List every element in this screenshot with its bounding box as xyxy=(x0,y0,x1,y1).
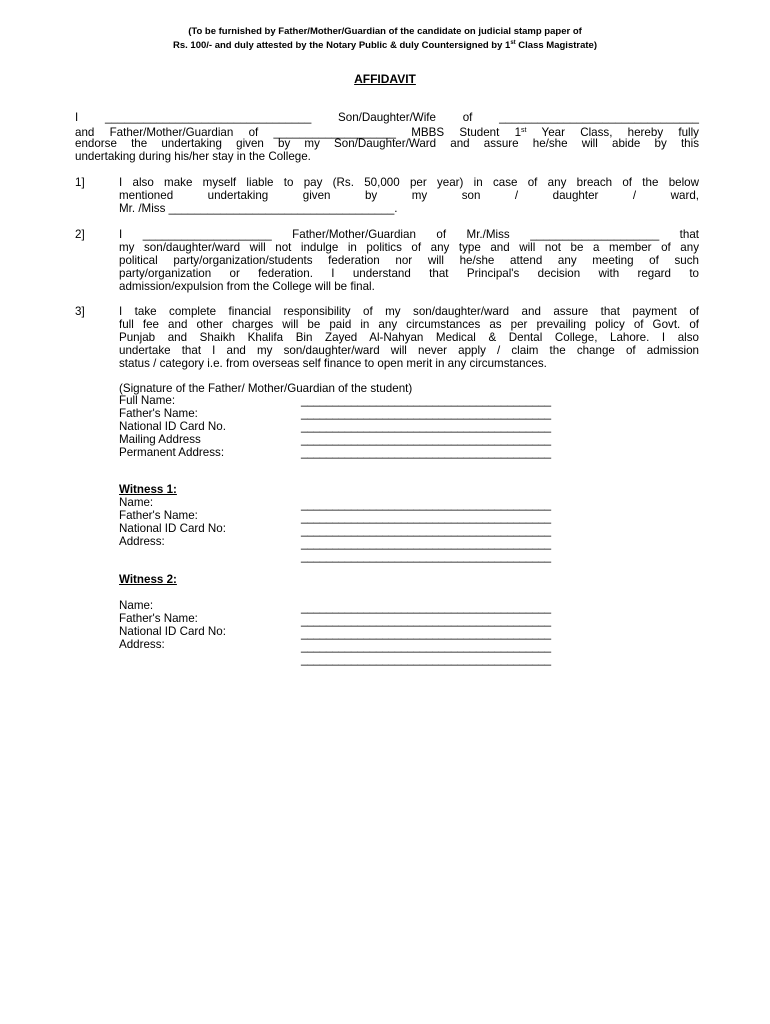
witness-1-name-label: Name: xyxy=(119,496,154,509)
clause-line: admission/expulsion from the College will be final. xyxy=(119,280,375,293)
intro-line-3: endorse the undertaking given by my Son/Daughter/Ward and assure he/she will abide by this xyxy=(75,137,699,150)
witness-1-address-line[interactable]: ________________________________________ xyxy=(301,537,551,550)
fathers-name-label: Father's Name: xyxy=(119,407,198,420)
clause-line: undertake that I and my son/daughter/ward will never apply / claim the change of admission xyxy=(119,344,699,357)
header-line-1: (To be furnished by Father/Mother/Guardian of the candidate on judicial stamp paper of xyxy=(188,26,582,37)
witness-2-national-id-line[interactable]: ________________________________________ xyxy=(301,627,551,640)
clause-line: mentioned undertaking given by my son / daughter / ward, xyxy=(119,189,699,202)
full-name-line[interactable]: ________________________________________ xyxy=(301,394,551,407)
clause-line: I also make myself liable to pay (Rs. 50,000 per year) in case of any breach of the below xyxy=(119,176,699,189)
witness-2-heading: Witness 2: xyxy=(119,573,177,586)
intro-line-1: I ________________________________ Son/Daughter/Wife of _______________________________ xyxy=(75,111,699,124)
intro-line-4: undertaking during his/her stay in the College. xyxy=(75,150,311,163)
national-id-label: National ID Card No. xyxy=(119,420,226,433)
clause-line: Punjab and Shaikh Khalifa Bin Zayed Al-Nahyan Medical & Dental College, Lahore. I also xyxy=(119,331,699,344)
intro-line-2: and Father/Mother/Guardian of ___________________ MBBS Student 1st Year Class, hereby fully xyxy=(75,126,699,139)
clause-line: I ____________________ Father/Mother/Guardian of Mr./Miss ____________________ that xyxy=(119,228,699,241)
witness-2-address-line-2[interactable]: ________________________________________ xyxy=(301,653,551,666)
witness-2-national-id-label: National ID Card No: xyxy=(119,625,226,638)
full-name-label: Full Name: xyxy=(119,394,176,407)
witness-2-fathers-name-label: Father's Name: xyxy=(119,612,198,625)
permanent-address-line[interactable]: ________________________________________ xyxy=(301,446,551,459)
page-title: AFFIDAVIT xyxy=(354,72,416,86)
clause-line: full fee and other charges will be paid in any circumstances as per prevailing policy of Govt. of xyxy=(119,318,699,331)
witness-1-fathers-name-line[interactable]: ________________________________________ xyxy=(301,511,551,524)
permanent-address-label: Permanent Address: xyxy=(119,446,225,459)
witness-2-address-label: Address: xyxy=(119,638,165,651)
witness-1-address-label: Address: xyxy=(119,535,165,548)
national-id-line[interactable]: ________________________________________ xyxy=(301,420,551,433)
witness-1-heading: Witness 1: xyxy=(119,483,177,496)
clause-number: 2] xyxy=(75,228,85,241)
witness-2-address-line[interactable]: ________________________________________ xyxy=(301,640,551,653)
clause-line: party/organization or federation. I understand that Principal's decision with regard to xyxy=(119,267,699,280)
clause-line: I take complete financial responsibility of my son/daughter/ward and assure that payment of xyxy=(119,305,699,318)
clause-line: my son/daughter/ward will not indulge in politics of any type and will not be a member of any xyxy=(119,241,699,254)
header-line-2: Rs. 100/- and duly attested by the Notary Public & duly Countersigned by 1st Class Magistrate) xyxy=(173,40,597,51)
clause-number: 3] xyxy=(75,305,85,318)
clause-line: status / category i.e. from overseas self finance to open merit in any circumstances. xyxy=(119,357,547,370)
mailing-address-line[interactable]: ________________________________________ xyxy=(301,433,551,446)
witness-2-fathers-name-line[interactable]: ________________________________________ xyxy=(301,614,551,627)
witness-1-national-id-label: National ID Card No: xyxy=(119,522,226,535)
clause-line: political party/organization/students federation nor will he/she attend any meeting of such xyxy=(119,254,699,267)
clause-number: 1] xyxy=(75,176,85,189)
signature-heading: (Signature of the Father/ Mother/Guardian of the student) xyxy=(119,382,413,395)
witness-1-address-line-2[interactable]: ________________________________________ xyxy=(301,550,551,563)
witness-2-name-line[interactable]: ________________________________________ xyxy=(301,601,551,614)
witness-1-name-line[interactable]: ________________________________________ xyxy=(301,498,551,511)
fathers-name-line[interactable]: ________________________________________ xyxy=(301,407,551,420)
clause-line: Mr. /Miss ___________________________________. xyxy=(119,202,398,215)
witness-1-national-id-line[interactable]: ________________________________________ xyxy=(301,524,551,537)
mailing-address-label: Mailing Address xyxy=(119,433,201,446)
witness-1-fathers-name-label: Father's Name: xyxy=(119,509,198,522)
witness-2-name-label: Name: xyxy=(119,599,154,612)
